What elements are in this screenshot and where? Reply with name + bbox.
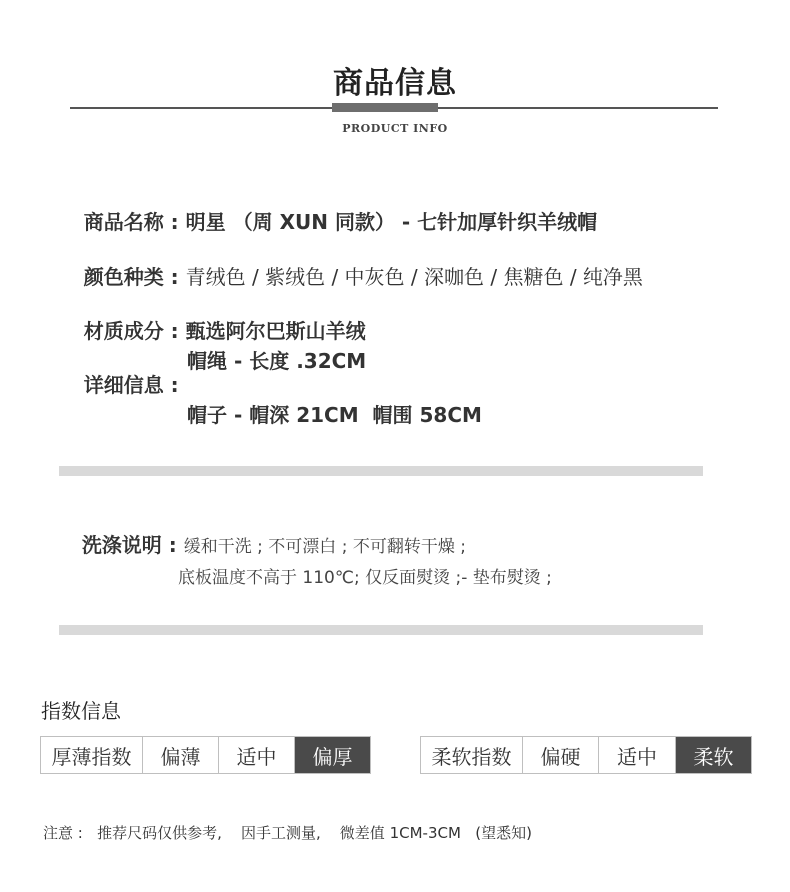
detail-line-2: 帽子 - 帽深 21CM 帽围 58CM xyxy=(187,403,482,427)
material-value: 甄选阿尔巴斯山羊绒 xyxy=(185,319,366,343)
material-label: 材质成分 : xyxy=(83,319,186,343)
colors-label: 颜色种类 : xyxy=(83,265,186,289)
product-name-row xyxy=(71,182,597,235)
divider-bar xyxy=(59,466,703,476)
softness-label: 柔软指数 xyxy=(421,737,523,773)
product-name-label: 商品名称 : xyxy=(83,210,186,234)
material-row xyxy=(71,291,366,344)
detail-row xyxy=(71,345,186,398)
softness-option-soft: 柔软 xyxy=(676,737,751,773)
thickness-option-thin: 偏薄 xyxy=(143,737,219,773)
divider-bar xyxy=(59,625,703,635)
softness-option-medium: 适中 xyxy=(599,737,676,773)
size-note: 注意 : 推荐尺码仅供参考, 因手工测量, 微差值 1CM-3CM (望悉知) xyxy=(43,824,532,842)
wash-line-2: 底板温度不高于 110℃; 仅反面熨烫 ;- 垫布熨烫 ; xyxy=(178,568,552,588)
colors-row xyxy=(71,237,643,290)
detail-label: 详细信息 : xyxy=(83,373,186,397)
page-subtitle: PRODUCT INFO xyxy=(342,122,448,135)
wash-row xyxy=(71,509,466,558)
thickness-scale xyxy=(40,736,371,774)
thickness-option-thick: 偏厚 xyxy=(295,737,370,773)
colors-value: 青绒色 / 紫绒色 / 中灰色 / 深咖色 / 焦糖色 / 纯净黑 xyxy=(185,265,643,289)
detail-line-1: 帽绳 - 长度 .32CM xyxy=(187,349,367,373)
thickness-label: 厚薄指数 xyxy=(41,737,143,773)
product-name-value: 明星 （周 XUN 同款） - 七针加厚针织羊绒帽 xyxy=(185,210,598,234)
index-title: 指数信息 xyxy=(41,699,121,723)
softness-scale xyxy=(420,736,752,774)
wash-label: 洗涤说明 : xyxy=(81,533,184,557)
thickness-option-medium: 适中 xyxy=(219,737,295,773)
page-title: 商品信息 xyxy=(333,66,457,101)
wash-line-1: 缓和干洗 ; 不可漂白 ; 不可翻转干燥 ; xyxy=(183,537,466,557)
title-tab xyxy=(332,103,438,112)
softness-option-hard: 偏硬 xyxy=(523,737,599,773)
